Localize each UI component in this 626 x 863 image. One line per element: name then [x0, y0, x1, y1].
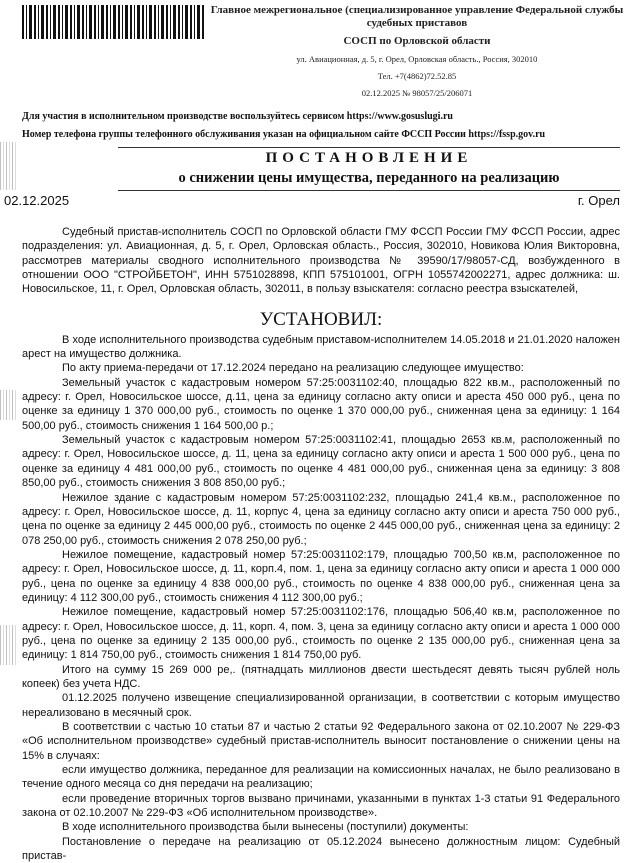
- intro-text: Судебный пристав-исполнитель СОСП по Орловской области ГМУ ФССП России ГМУ ФССП России, адрес подразделения: ул. Авиационная, д. 5, г. Орел, Орловская область., Россия, 302010, Новикова Юлия Викторовна, рассмотрев материалы сводного исполнительного производства № 39590/17/98057-СД, возбужденного в отношении ООО "СТРОЙБЕТОН", ИНН 5751028898, КПП 575101001, ОГРН 1055742002271, адрес должника: ш. Новосильское, 11, г. Орел, Орловская область, 302011, в пользу взыскателя: согласно реестра взыскателей,: [22, 226, 620, 296]
- paragraph: По акту приема-передачи от 17.12.2024 передано на реализацию следующее имущество:: [62, 362, 524, 375]
- org-name-line2: судебных приставов: [366, 17, 468, 29]
- paragraph: Итого на сумму 15 269 000 ре,. (пятнадцать миллионов двести шестьдесят девять тысяч рублей ноль копеек) без учета НДС.: [22, 663, 620, 690]
- department-phone: Тел. +7(4862)72.52.85: [377, 71, 457, 81]
- paragraph: если проведение вторичных торгов вызвано причинами, указанными в пунктах 1-3 статьи 91 Федерального закона от 02.10.2007 № 229-ФЗ «Об исполнительном производстве».: [22, 792, 620, 820]
- phone-group-notice: Номер телефона группы телефонного обслуживания указан на официальном сайте ФССП России https://fssp.gov.ru: [22, 129, 546, 140]
- section-heading: УСТАНОВИЛ:: [259, 308, 383, 330]
- divider: [118, 147, 620, 148]
- paragraph: Постановление о передаче на реализацию от 05.12.2024 вынесено должностным лицом: Судебный пристав-: [22, 835, 620, 863]
- barcode: [22, 5, 206, 39]
- paragraph: Нежилое помещение, кадастровый номер 57:25:0031102:179, площадью 700,50 кв.м, расположенное по адресу: г. Орел, Новосильское шоссе, д. 11, корп.4, пом. 1, цена за единицу согласно акту описи и ареста 1 000 000 руб., цена по оценке за единицу 4 838 000,00 руб., стоимость по оценке 4 838 000,00 руб., сниженная цена за единицу: 4 112 300,00 руб., стоимость снижения 4 112 300,00 руб.;: [22, 548, 620, 604]
- paragraph: Нежилое здание с кадастровым номером 57:25:0031102:232, площадью 241,4 кв.м., расположенное по адресу: г. Орел, Новосильское шоссе, д. 11, корпус 4, цена за единицу согласно акту описи и ареста 750 000 руб., цена по оценке за единицу 2 445 000,00 руб., стоимость по оценке 2 445 000,00 руб., сниженная цена за единицу: 2 078 250,00 руб., стоимость снижения 2 078 250,00 руб.;: [22, 491, 620, 547]
- document-date: 02.12.2025: [4, 193, 70, 208]
- scan-artifact: [0, 625, 18, 665]
- paragraph: В ходе исполнительного производства были вынесены (поступили) документы:: [62, 821, 469, 834]
- letterhead: [208, 4, 626, 99]
- org-name-line1: Главное межрегиональное (специализированное управление Федеральной службы: [210, 4, 624, 16]
- scan-artifact: [0, 142, 18, 190]
- paragraph: 01.12.2025 получено извещение специализированной организации, в соответствии с которым имущество нереализовано в месячный срок.: [22, 692, 620, 719]
- intro-paragraph: [22, 225, 620, 297]
- department-name: СОСП по Орловской области: [343, 35, 491, 47]
- paragraph: Нежилое помещение, кадастровый номер 57:25:0031102:176, площадью 506,40 кв.м, расположенное по адресу: г. Орел, Новосильское шоссе, д. 11, корп. 4, пом. 3, цена за единицу согласно акту описи и ареста 1 000 000 руб., цена по оценке за единицу 2 135 000,00 руб., стоимость по оценке 2 135 000,00 руб., сниженная цена за единицу: 1 814 750,00 руб., стоимость снижения 1 814 750,00 руб.: [22, 606, 620, 662]
- document-reference: 02.12.2025 № 98057/25/206071: [361, 88, 473, 98]
- paragraph: Земельный участок с кадастровым номером 57:25:0031102:40, площадью 822 кв.м., расположенный по адресу: г. Орел, Новосильское шоссе, д.11, цена за единицу согласно акту описи и ареста 450 000 руб., цена по оценке за единицу 1 370 000,00 руб., стоимость по оценке 1 370 000,00 руб., сниженная цена за единицу: 1 164 500,00 руб., стоимость снижения 1 164 500,00 р.;: [22, 376, 620, 432]
- paragraph: В соответствии с частью 10 статьи 87 и частью 2 статьи 92 Федерального закона от 02.10.2007 № 229-ФЗ «Об исполнительном производстве» судебный пристав-исполнитель выносит постановление о снижении цены на 15% в случаях:: [22, 721, 620, 762]
- divider: [118, 190, 620, 191]
- paragraph: Земельный участок с кадастровым номером 57:25:0031102:41, площадью 2653 кв.м, расположенный по адресу: г. Орел, Новосильское шоссе, д. 11, цена за единицу согласно акту описи и ареста 1 500 000 руб., цена по оценке за единицу 4 481 000,00 руб., стоимость по оценке 4 481 000,00 руб., сниженная цена за единицу: 3 808 850,00 руб., стоимость снижения 3 808 850,00 руб.;: [22, 434, 620, 490]
- department-address: ул. Авиационная, д. 5, г. Орел, Орловская область., Россия, 302010: [296, 54, 538, 64]
- findings-body: [22, 333, 620, 863]
- document-body: [22, 225, 620, 863]
- gosuslugi-notice: Для участия в исполнительном производстве воспользуйтесь сервисом https://www.gosuslugi.ru: [22, 111, 453, 122]
- date-place-line: [4, 193, 620, 208]
- paragraph: В ходе исполнительного производства судебным приставом-исполнителем 14.05.2018 и 21.01.2020 наложен арест на имущество должника.: [22, 333, 620, 361]
- paragraph: если имущество должника, переданное для реализации на комиссионных началах, не было реализовано в течение одного месяца со дня передачи на реализацию;: [22, 764, 620, 791]
- scan-artifact: [0, 390, 18, 420]
- document-city: г. Орел: [577, 193, 620, 208]
- document-title: ПОСТАНОВЛЕНИЕ: [265, 150, 473, 166]
- document-subtitle: о снижении цены имущества, переданного на реализацию: [178, 170, 560, 186]
